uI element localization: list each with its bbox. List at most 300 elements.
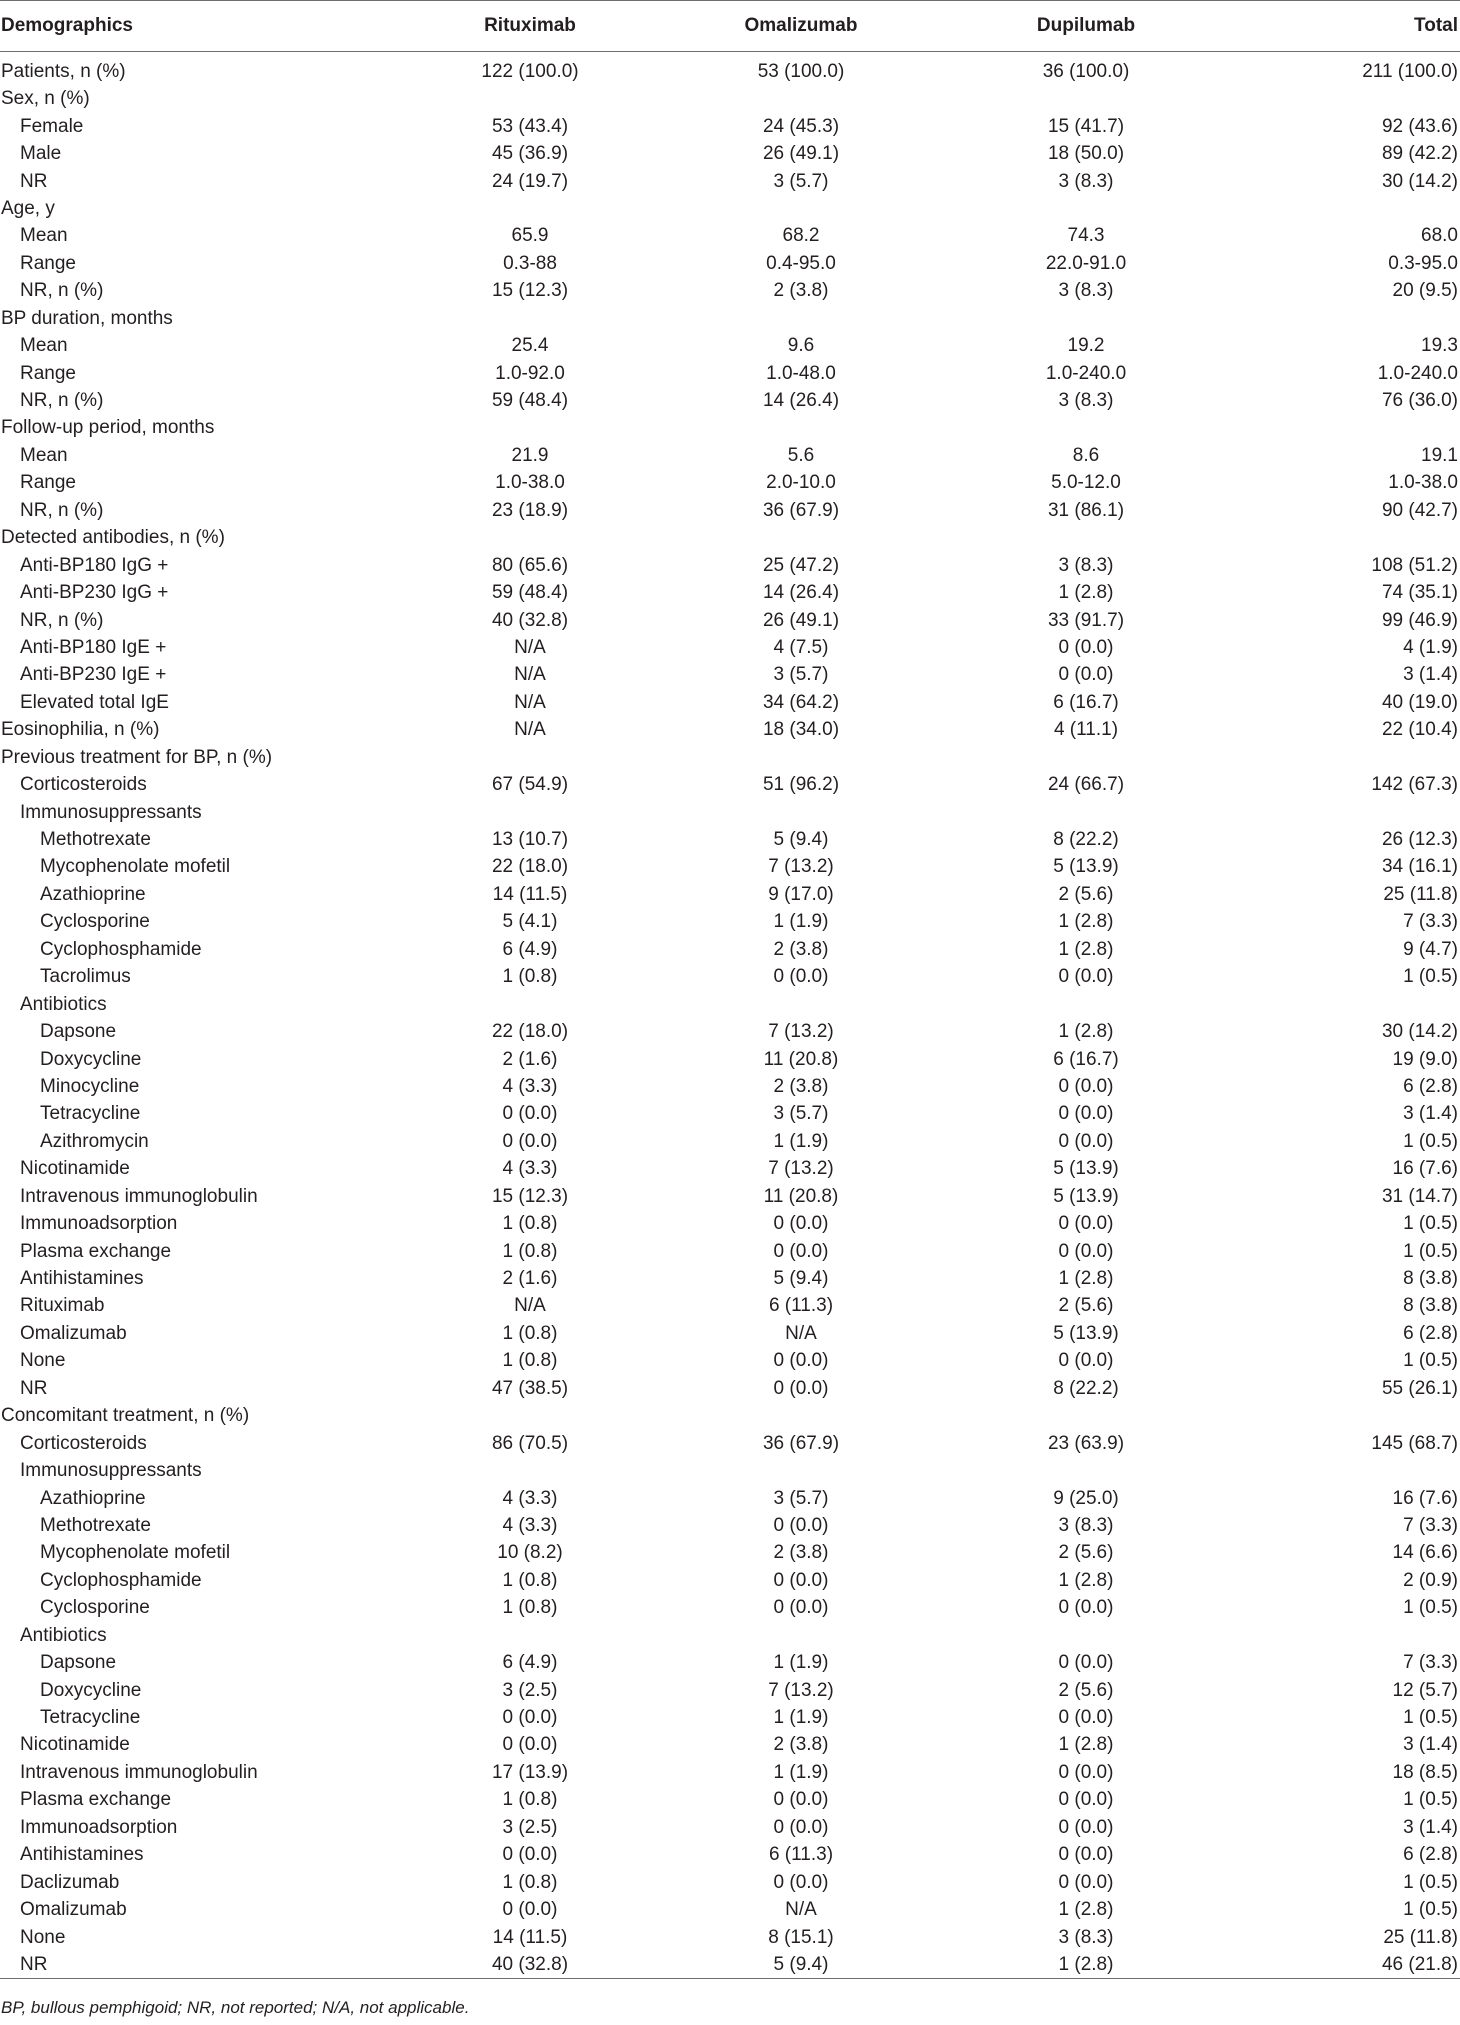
cell-dupilumab	[938, 1457, 1234, 1484]
row-label: Tetracycline	[40, 1707, 141, 1729]
table-row	[0, 1073, 1460, 1100]
cell-total: 1.0-38.0	[1388, 472, 1458, 494]
cell-omalizumab: 7 (13.2)	[768, 1158, 834, 1180]
table-row	[0, 359, 1460, 386]
cell-dupilumab: 8 (22.2)	[1053, 1377, 1119, 1399]
cell-dupilumab: 19.2	[1067, 335, 1105, 357]
row-label: Rituximab	[20, 1295, 105, 1317]
table-row	[0, 1676, 1460, 1703]
cell-omalizumab: 1 (1.9)	[773, 1707, 829, 1729]
table-row	[0, 1402, 1460, 1429]
cell-total	[1234, 414, 1460, 441]
cell-rituximab: 40 (32.8)	[396, 1951, 664, 1979]
table-row	[0, 442, 1460, 469]
row-label: Antibiotics	[20, 1624, 107, 1646]
cell-rituximab	[396, 414, 664, 441]
cell-rituximab: 22 (18.0)	[491, 1021, 569, 1043]
row-label: Intravenous immunoglobulin	[20, 1185, 258, 1207]
table-row	[0, 1018, 1460, 1045]
table-row	[0, 689, 1460, 716]
cell-total: 68.0	[1421, 225, 1458, 247]
cell-rituximab: 1 (0.8)	[502, 1350, 558, 1372]
row-label: Corticosteroids	[20, 1432, 147, 1454]
table-row	[0, 167, 1460, 194]
cell-rituximab: 25.4	[511, 335, 549, 357]
cell-total: 30 (14.2)	[1381, 1021, 1458, 1043]
row-label: Female	[20, 115, 84, 137]
table-row	[0, 1868, 1460, 1895]
table-row	[0, 1457, 1460, 1484]
cell-omalizumab: 26 (49.1)	[762, 143, 840, 165]
cell-dupilumab: 0 (0.0)	[1058, 1816, 1114, 1838]
cell-omalizumab: 36 (67.9)	[762, 499, 840, 521]
cell-rituximab: 122 (100.0)	[481, 61, 579, 82]
cell-rituximab: 1 (0.8)	[502, 1322, 558, 1344]
cell-dupilumab: 0 (0.0)	[1058, 966, 1114, 988]
cell-rituximab	[396, 1622, 664, 1649]
cell-dupilumab: 1 (2.8)	[1058, 582, 1114, 604]
cell-omalizumab: 9 (17.0)	[768, 883, 834, 905]
cell-omalizumab: 6 (11.3)	[768, 1844, 834, 1866]
cell-total: 3 (1.4)	[1403, 1734, 1458, 1756]
cell-dupilumab: 4 (11.1)	[1053, 719, 1119, 741]
table-row	[0, 1594, 1460, 1621]
cell-dupilumab: 22.0-91.0	[1045, 252, 1127, 274]
row-label: Omalizumab	[20, 1899, 127, 1921]
cell-rituximab: 65.9	[511, 225, 549, 247]
cell-rituximab: 40 (32.8)	[491, 609, 569, 631]
cell-rituximab: 53 (43.4)	[491, 115, 569, 137]
cell-rituximab: 47 (38.5)	[491, 1377, 569, 1399]
cell-dupilumab	[938, 1402, 1234, 1429]
cell-omalizumab: 3 (5.7)	[773, 1487, 829, 1509]
cell-rituximab	[396, 1402, 664, 1429]
cell-total: 26 (12.3)	[1381, 829, 1458, 851]
cell-dupilumab	[938, 305, 1234, 332]
row-label: Anti-BP180 IgE +	[20, 636, 167, 658]
table-header	[0, 1, 1460, 52]
row-label: Antibiotics	[20, 993, 107, 1015]
cell-dupilumab	[938, 524, 1234, 551]
cell-total	[1234, 85, 1460, 112]
cell-rituximab: 17 (13.9)	[491, 1761, 569, 1783]
table-row	[0, 716, 1460, 743]
cell-omalizumab: 68.2	[782, 225, 820, 247]
cell-total: 8 (3.8)	[1403, 1295, 1458, 1317]
row-label: NR	[20, 1377, 48, 1399]
cell-rituximab	[396, 524, 664, 551]
cell-omalizumab	[664, 990, 938, 1017]
table-row	[0, 1375, 1460, 1402]
cell-total: 1 (0.5)	[1403, 1871, 1458, 1893]
cell-total: 0.3-95.0	[1388, 252, 1458, 274]
cell-rituximab: 2 (1.6)	[502, 1268, 558, 1290]
cell-total: 92 (43.6)	[1381, 115, 1458, 137]
cell-rituximab	[396, 990, 664, 1017]
table-row	[0, 634, 1460, 661]
row-label: Male	[20, 143, 62, 165]
cell-dupilumab: 5.0-12.0	[1051, 472, 1121, 494]
row-label: Azithromycin	[40, 1130, 149, 1152]
cell-rituximab	[396, 195, 664, 222]
table-row	[0, 1320, 1460, 1347]
row-label: Daclizumab	[20, 1871, 120, 1893]
header-rituximab: Rituximab	[396, 1, 664, 52]
cell-omalizumab	[664, 305, 938, 332]
cell-total: 9 (4.7)	[1403, 938, 1458, 960]
cell-dupilumab: 3 (8.3)	[1058, 390, 1114, 412]
cell-total	[1234, 990, 1460, 1017]
cell-dupilumab: 1 (2.8)	[1058, 911, 1114, 933]
row-label: Patients, n (%)	[1, 61, 126, 82]
table-row	[0, 1841, 1460, 1868]
cell-rituximab: 1 (0.8)	[502, 966, 558, 988]
row-label: Cyclosporine	[40, 911, 150, 933]
cell-omalizumab: 7 (13.2)	[768, 1021, 834, 1043]
cell-dupilumab: 0 (0.0)	[1058, 1130, 1114, 1152]
cell-rituximab: 4 (3.3)	[502, 1075, 558, 1097]
row-label: Cyclophosphamide	[40, 938, 202, 960]
cell-dupilumab: 24 (66.7)	[1047, 774, 1125, 796]
cell-total: 4 (1.9)	[1403, 636, 1458, 658]
cell-dupilumab: 0 (0.0)	[1058, 1707, 1114, 1729]
cell-rituximab	[396, 798, 664, 825]
cell-dupilumab: 23 (63.9)	[1047, 1432, 1125, 1454]
table-row	[0, 853, 1460, 880]
table-row	[0, 744, 1460, 771]
cell-dupilumab: 33 (91.7)	[1047, 609, 1125, 631]
table-row	[0, 1265, 1460, 1292]
row-label: Antihistamines	[20, 1268, 144, 1290]
cell-dupilumab: 5 (13.9)	[1053, 1185, 1119, 1207]
cell-omalizumab: 3 (5.7)	[773, 664, 829, 686]
cell-dupilumab: 0 (0.0)	[1058, 1871, 1114, 1893]
row-label: Range	[20, 252, 76, 274]
cell-rituximab: 0.3-88	[503, 252, 557, 274]
table-body	[0, 52, 1460, 1979]
cell-rituximab: 5 (4.1)	[502, 911, 558, 933]
cell-omalizumab: 18 (34.0)	[762, 719, 840, 741]
header-dupilumab: Dupilumab	[938, 1, 1234, 52]
row-label: Doxycycline	[40, 1048, 142, 1070]
table-row	[0, 250, 1460, 277]
cell-rituximab: 0 (0.0)	[502, 1707, 558, 1729]
cell-dupilumab	[938, 798, 1234, 825]
cell-omalizumab	[664, 524, 938, 551]
cell-total: 142 (67.3)	[1371, 774, 1458, 796]
cell-total: 3 (1.4)	[1403, 1103, 1458, 1125]
cell-total: 6 (2.8)	[1403, 1322, 1458, 1344]
cell-dupilumab	[938, 85, 1234, 112]
cell-total: 16 (7.6)	[1392, 1158, 1458, 1180]
cell-dupilumab: 1 (2.8)	[1058, 1268, 1114, 1290]
cell-dupilumab: 2 (5.6)	[1058, 1679, 1114, 1701]
cell-total: 76 (36.0)	[1381, 390, 1458, 412]
row-label: Mean	[20, 335, 68, 357]
cell-rituximab: 1 (0.8)	[502, 1569, 558, 1591]
cell-total: 7 (3.3)	[1403, 1652, 1458, 1674]
table-row	[0, 826, 1460, 853]
cell-total: 7 (3.3)	[1403, 1514, 1458, 1536]
cell-total	[1234, 305, 1460, 332]
table-row	[0, 1539, 1460, 1566]
table-row	[0, 1183, 1460, 1210]
cell-rituximab: 1 (0.8)	[502, 1789, 558, 1811]
table-row	[0, 332, 1460, 359]
cell-rituximab: 24 (19.7)	[491, 170, 569, 192]
table-row	[0, 1210, 1460, 1237]
cell-total: 18 (8.5)	[1392, 1761, 1458, 1783]
row-label: Tacrolimus	[40, 966, 131, 988]
cell-dupilumab: 0 (0.0)	[1058, 1761, 1114, 1783]
cell-total: 1 (0.5)	[1403, 1789, 1458, 1811]
table-row	[0, 85, 1460, 112]
cell-omalizumab: 0 (0.0)	[773, 1240, 829, 1262]
cell-total: 20 (9.5)	[1392, 280, 1458, 302]
table-row	[0, 140, 1460, 167]
cell-omalizumab: 1 (1.9)	[773, 1652, 829, 1674]
cell-total: 19 (9.0)	[1392, 1048, 1458, 1070]
cell-total: 25 (11.8)	[1383, 883, 1458, 905]
row-label: Mean	[20, 225, 68, 247]
cell-omalizumab: 2.0-10.0	[766, 472, 836, 494]
cell-rituximab: 15 (12.3)	[491, 280, 569, 302]
row-label: Intravenous immunoglobulin	[20, 1761, 258, 1783]
table-row	[0, 606, 1460, 633]
cell-total	[1234, 524, 1460, 551]
cell-omalizumab: 4 (7.5)	[773, 636, 829, 658]
cell-omalizumab: 0 (0.0)	[773, 1597, 829, 1619]
row-label: Follow-up period, months	[1, 417, 215, 439]
cell-total: 40 (19.0)	[1381, 691, 1458, 713]
cell-omalizumab: 8 (15.1)	[768, 1926, 834, 1948]
cell-dupilumab: 0 (0.0)	[1058, 1240, 1114, 1262]
row-label: Doxycycline	[40, 1679, 142, 1701]
cell-dupilumab: 3 (8.3)	[1058, 170, 1114, 192]
cell-omalizumab: 0 (0.0)	[773, 1816, 829, 1838]
cell-total: 74 (35.1)	[1381, 582, 1458, 604]
cell-omalizumab	[664, 1622, 938, 1649]
cell-omalizumab	[664, 744, 938, 771]
cell-dupilumab: 3 (8.3)	[1058, 554, 1114, 576]
cell-dupilumab: 1 (2.8)	[938, 1951, 1234, 1979]
cell-total: 1 (0.5)	[1403, 1130, 1458, 1152]
row-label: NR, n (%)	[20, 280, 104, 302]
table-row	[0, 963, 1460, 990]
header-omalizumab: Omalizumab	[664, 1, 938, 52]
cell-omalizumab: 1 (1.9)	[773, 911, 829, 933]
cell-rituximab: 1 (0.8)	[502, 1213, 558, 1235]
cell-total: 6 (2.8)	[1403, 1844, 1458, 1866]
cell-omalizumab	[664, 1402, 938, 1429]
cell-omalizumab: 11 (20.8)	[763, 1048, 839, 1070]
cell-omalizumab: 7 (13.2)	[768, 856, 834, 878]
row-label: Cyclosporine	[40, 1597, 150, 1619]
cell-omalizumab: 0 (0.0)	[773, 1377, 829, 1399]
header-total: Total	[1234, 1, 1460, 52]
row-label: Elevated total IgE	[20, 691, 169, 713]
cell-omalizumab: 14 (26.4)	[762, 390, 840, 412]
row-label: BP duration, months	[1, 307, 173, 329]
cell-rituximab: 80 (65.6)	[491, 554, 569, 576]
cell-total: 8 (3.8)	[1403, 1268, 1458, 1290]
cell-dupilumab: 0 (0.0)	[1058, 1652, 1114, 1674]
cell-omalizumab: 25 (47.2)	[762, 554, 840, 576]
cell-total: 25 (11.8)	[1383, 1926, 1458, 1948]
row-label: Immunoadsorption	[20, 1816, 178, 1838]
row-label: Immunosuppressants	[20, 801, 202, 823]
cell-rituximab: 23 (18.9)	[491, 499, 569, 521]
row-label: Immunoadsorption	[20, 1213, 178, 1235]
table-row	[0, 1896, 1460, 1923]
table-row	[0, 908, 1460, 935]
table-row	[0, 990, 1460, 1017]
cell-rituximab: 13 (10.7)	[491, 829, 569, 851]
cell-total: 14 (6.6)	[1392, 1542, 1458, 1564]
cell-rituximab: 0 (0.0)	[502, 1899, 558, 1921]
table-row	[0, 798, 1460, 825]
table-row	[0, 277, 1460, 304]
cell-dupilumab: 31 (86.1)	[1047, 499, 1125, 521]
cell-dupilumab: 8 (22.2)	[1053, 829, 1119, 851]
cell-omalizumab: 0 (0.0)	[773, 1871, 829, 1893]
cell-total: 16 (7.6)	[1392, 1487, 1458, 1509]
cell-total	[1234, 1402, 1460, 1429]
cell-omalizumab: 1 (1.9)	[773, 1130, 829, 1152]
row-label: Nicotinamide	[20, 1734, 130, 1756]
cell-rituximab: 0 (0.0)	[502, 1130, 558, 1152]
cell-dupilumab	[938, 414, 1234, 441]
cell-dupilumab: 0 (0.0)	[1058, 1103, 1114, 1125]
cell-rituximab: N/A	[514, 691, 546, 713]
row-label: Omalizumab	[20, 1322, 127, 1344]
cell-omalizumab	[664, 414, 938, 441]
cell-omalizumab	[664, 798, 938, 825]
cell-omalizumab: 0 (0.0)	[773, 1569, 829, 1591]
table-row	[0, 387, 1460, 414]
table-row	[0, 1155, 1460, 1182]
cell-rituximab: 4 (3.3)	[502, 1487, 558, 1509]
cell-total: 31 (14.7)	[1381, 1185, 1458, 1207]
cell-dupilumab: 6 (16.7)	[1053, 691, 1119, 713]
table-row	[0, 1731, 1460, 1758]
cell-omalizumab: 7 (13.2)	[768, 1679, 834, 1701]
cell-rituximab	[396, 1457, 664, 1484]
cell-omalizumab	[664, 1457, 938, 1484]
table-row	[0, 1237, 1460, 1264]
cell-rituximab: 10 (8.2)	[497, 1542, 563, 1564]
row-label: Antihistamines	[20, 1844, 144, 1866]
cell-total: 90 (42.7)	[1381, 499, 1458, 521]
row-label: Anti-BP180 IgG +	[20, 554, 169, 576]
cell-rituximab: 4 (3.3)	[502, 1158, 558, 1180]
row-label: Corticosteroids	[20, 774, 147, 796]
row-label: Range	[20, 472, 76, 494]
table-row	[0, 1622, 1460, 1649]
cell-total: 1 (0.5)	[1403, 1597, 1458, 1619]
cell-dupilumab: 3 (8.3)	[1058, 1514, 1114, 1536]
cell-omalizumab: 0.4-95.0	[766, 252, 836, 274]
table-row	[0, 414, 1460, 441]
table-row	[0, 1759, 1460, 1786]
cell-dupilumab: 2 (5.6)	[1058, 1295, 1114, 1317]
row-label: NR, n (%)	[20, 609, 104, 631]
cell-total: 19.1	[1421, 444, 1458, 466]
cell-total: 1 (0.5)	[1403, 1240, 1458, 1262]
table-row	[0, 195, 1460, 222]
row-label: Range	[20, 362, 76, 384]
cell-omalizumab: 3 (5.7)	[773, 170, 829, 192]
row-label: Sex, n (%)	[1, 88, 90, 110]
cell-dupilumab: 5 (13.9)	[1053, 856, 1119, 878]
cell-omalizumab: 5 (9.4)	[773, 829, 829, 851]
table-row	[0, 52, 1460, 86]
cell-rituximab: 2 (1.6)	[502, 1048, 558, 1070]
cell-rituximab: 1 (0.8)	[502, 1240, 558, 1262]
table-row	[0, 1429, 1460, 1456]
row-label: Minocycline	[40, 1075, 140, 1097]
cell-dupilumab	[938, 195, 1234, 222]
cell-omalizumab: 5 (9.4)	[664, 1951, 938, 1979]
row-label: Azathioprine	[40, 883, 146, 905]
table-row	[0, 1649, 1460, 1676]
row-label: Detected antibodies, n (%)	[1, 527, 225, 549]
cell-total: 12 (5.7)	[1392, 1679, 1458, 1701]
cell-rituximab: 86 (70.5)	[491, 1432, 569, 1454]
cell-total: 55 (26.1)	[1381, 1377, 1458, 1399]
cell-omalizumab: 5.6	[787, 444, 815, 466]
row-label: Anti-BP230 IgG +	[20, 582, 169, 604]
cell-omalizumab: 2 (3.8)	[773, 280, 829, 302]
cell-total: 7 (3.3)	[1403, 911, 1458, 933]
cell-omalizumab: 2 (3.8)	[773, 938, 829, 960]
table-row	[0, 1045, 1460, 1072]
cell-total: 145 (68.7)	[1371, 1432, 1458, 1454]
cell-total: 30 (14.2)	[1381, 170, 1458, 192]
cell-omalizumab: 2 (3.8)	[773, 1542, 829, 1564]
cell-rituximab: 14 (11.5)	[492, 1926, 568, 1948]
cell-rituximab: 3 (2.5)	[502, 1816, 558, 1838]
cell-omalizumab: 26 (49.1)	[762, 609, 840, 631]
cell-total: 99 (46.9)	[1381, 609, 1458, 631]
cell-total: 22 (10.4)	[1381, 719, 1458, 741]
cell-omalizumab: 0 (0.0)	[773, 1350, 829, 1372]
cell-rituximab: 67 (54.9)	[491, 774, 569, 796]
cell-dupilumab: 8.6	[1072, 444, 1100, 466]
cell-omalizumab: 14 (26.4)	[762, 582, 840, 604]
cell-rituximab: 14 (11.5)	[492, 883, 568, 905]
table-row	[0, 1292, 1460, 1319]
cell-dupilumab: 74.3	[1067, 225, 1105, 247]
cell-rituximab: 1 (0.8)	[502, 1871, 558, 1893]
cell-total: 1 (0.5)	[1403, 966, 1458, 988]
cell-omalizumab: N/A	[785, 1899, 817, 1921]
cell-omalizumab	[664, 85, 938, 112]
table-row	[0, 551, 1460, 578]
cell-omalizumab: 34 (64.2)	[762, 691, 840, 713]
cell-total: 3 (1.4)	[1403, 1816, 1458, 1838]
header-demographics: Demographics	[0, 1, 396, 52]
cell-omalizumab: 11 (20.8)	[763, 1185, 839, 1207]
cell-omalizumab: 5 (9.4)	[773, 1268, 829, 1290]
cell-total: 19.3	[1421, 335, 1458, 357]
table-row	[0, 1347, 1460, 1374]
cell-dupilumab: 0 (0.0)	[1058, 1597, 1114, 1619]
cell-omalizumab: 0 (0.0)	[773, 1213, 829, 1235]
row-label: NR	[20, 170, 48, 192]
cell-dupilumab: 1 (2.8)	[1058, 1569, 1114, 1591]
table-row	[0, 1567, 1460, 1594]
